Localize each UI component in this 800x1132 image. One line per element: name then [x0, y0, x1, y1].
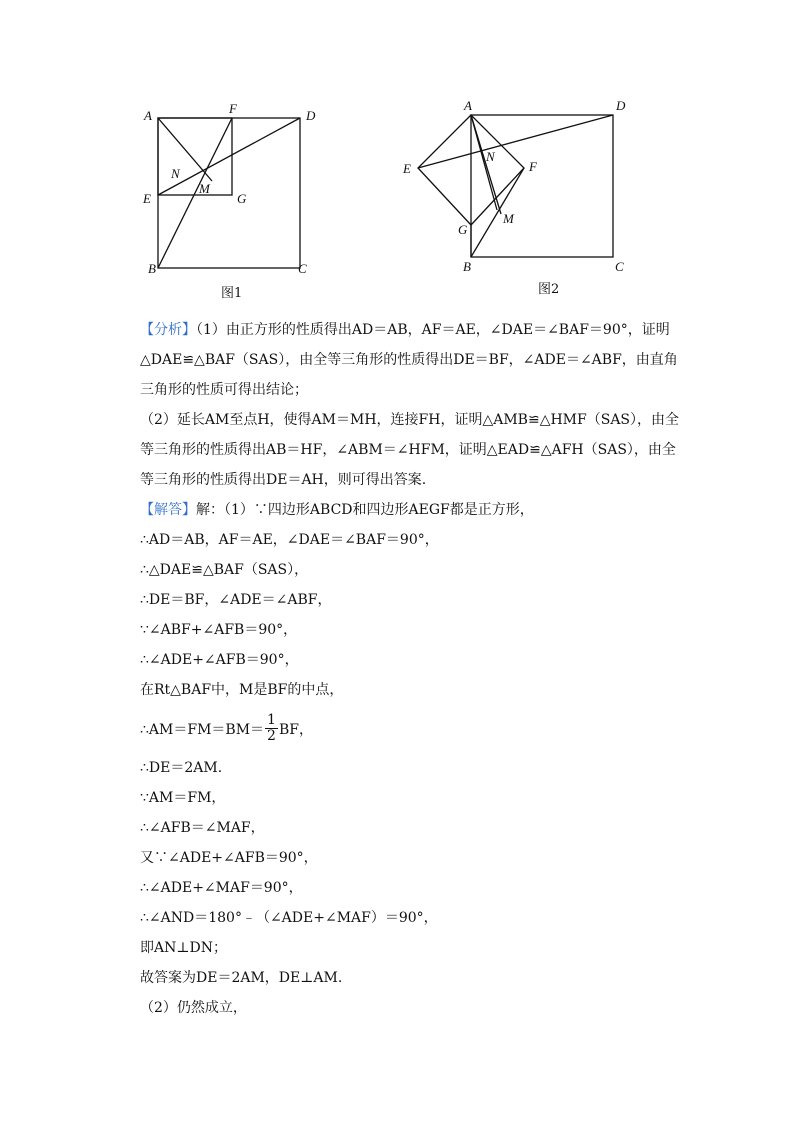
fraction-one-half [265, 713, 278, 744]
solution-line-5: ∴∠ADE+∠AFB＝90°， [140, 652, 299, 668]
solution-line-1: ∴AD＝AB，AF＝AE，∠DAE＝∠BAF＝90°， [140, 532, 439, 548]
figure-1-caption: 图1 [221, 286, 243, 301]
solution-text-7a: ∴AM＝FM＝BM＝ [140, 722, 265, 738]
solution-line-7 [140, 713, 313, 747]
point-e-label: E [403, 161, 411, 176]
point-a-label: A [144, 108, 152, 123]
segment-bf [471, 168, 524, 257]
fraction-numerator: 1 [267, 711, 276, 728]
solution-line-16: （2）仍然成立， [140, 1000, 247, 1016]
solution-line-3: ∴DE＝BF，∠ADE＝∠ABF， [140, 592, 332, 608]
solution-text-0: 解：（1）∵四边形ABCD和四边形AEGF都是正方形， [196, 502, 534, 518]
solution-line-2: ∴△DAE≌△BAF（SAS）， [140, 562, 309, 578]
solution-line-0 [140, 500, 534, 520]
square-abcd [158, 118, 300, 268]
solution-line-6: 在Rt△BAF中，M是BF的中点， [140, 682, 344, 698]
point-g-label: G [458, 222, 468, 237]
solution-line-14: 即AN⊥DN； [140, 940, 228, 956]
figure-1 [130, 95, 330, 305]
point-b-label: B [463, 259, 471, 274]
square-aegf [158, 118, 232, 195]
point-c-label: C [615, 259, 624, 274]
analysis-paragraph-2 [140, 405, 680, 495]
point-d-label: D [616, 98, 626, 113]
point-m-label: M [503, 211, 514, 226]
solution-line-10: ∴∠AFB＝∠MAF， [140, 820, 265, 836]
solution-line-11: 又∵∠ADE+∠AFB＝90°， [140, 850, 318, 866]
point-d-label: D [306, 108, 316, 123]
solution-line-4: ∵∠ABF+∠AFB＝90°， [140, 622, 298, 638]
analysis-paragraph-1 [140, 315, 680, 405]
point-m-label: M [199, 181, 210, 196]
point-f-label: F [529, 159, 537, 174]
solution-text-7b: BF， [278, 722, 313, 738]
point-b-label: B [148, 261, 156, 276]
solution-tag: 【解答】 [140, 502, 196, 518]
fraction-denominator: 2 [267, 727, 276, 744]
segment-ed [158, 118, 300, 195]
solution-line-13: ∴∠AND＝180°﹣（∠ADE+∠MAF）＝90°， [140, 910, 438, 926]
point-f-label: F [229, 101, 237, 116]
point-c-label: C [298, 261, 307, 276]
analysis-text-2: （2）延长AM至点H，使得AM＝MH，连接FH，证明△AMB≌△HMF（SAS），由全等三角形的性质得出AB＝HF，∠ABM＝∠HFM，证明△EAD≌△AFH（SAS），由全等三角形的性质得出DE＝AH，则可得出答案. [140, 412, 680, 488]
figure-2-caption: 图2 [538, 282, 560, 297]
point-g-label: G [237, 191, 247, 206]
solution-line-12: ∴∠ADE+∠MAF＝90°， [140, 880, 303, 896]
point-n-label: N [171, 166, 180, 181]
analysis-text-1: （1）由正方形的性质得出AD＝AB，AF＝AE，∠DAE＝∠BAF＝90°，证明△DAE≌△BAF（SAS），由全等三角形的性质得出DE＝BF，∠ADE＝∠ABF，由直角三角形的性质可得出结论； [140, 322, 678, 398]
analysis-tag: 【分析】 [140, 322, 196, 338]
figure-2-drawing [395, 90, 645, 305]
point-n-label: N [486, 149, 495, 164]
solution-line-8: ∴DE＝2AM. [140, 760, 223, 776]
point-e-label: E [143, 191, 151, 206]
figure-2 [395, 90, 645, 305]
segment-bf [158, 118, 232, 268]
solution-line-15: 故答案为DE＝2AM，DE⊥AM. [140, 970, 343, 986]
solution-line-9: ∵AM＝FM， [140, 790, 226, 806]
point-a-label: A [464, 98, 472, 113]
figure-1-drawing [130, 95, 330, 305]
segment-an [158, 118, 212, 181]
